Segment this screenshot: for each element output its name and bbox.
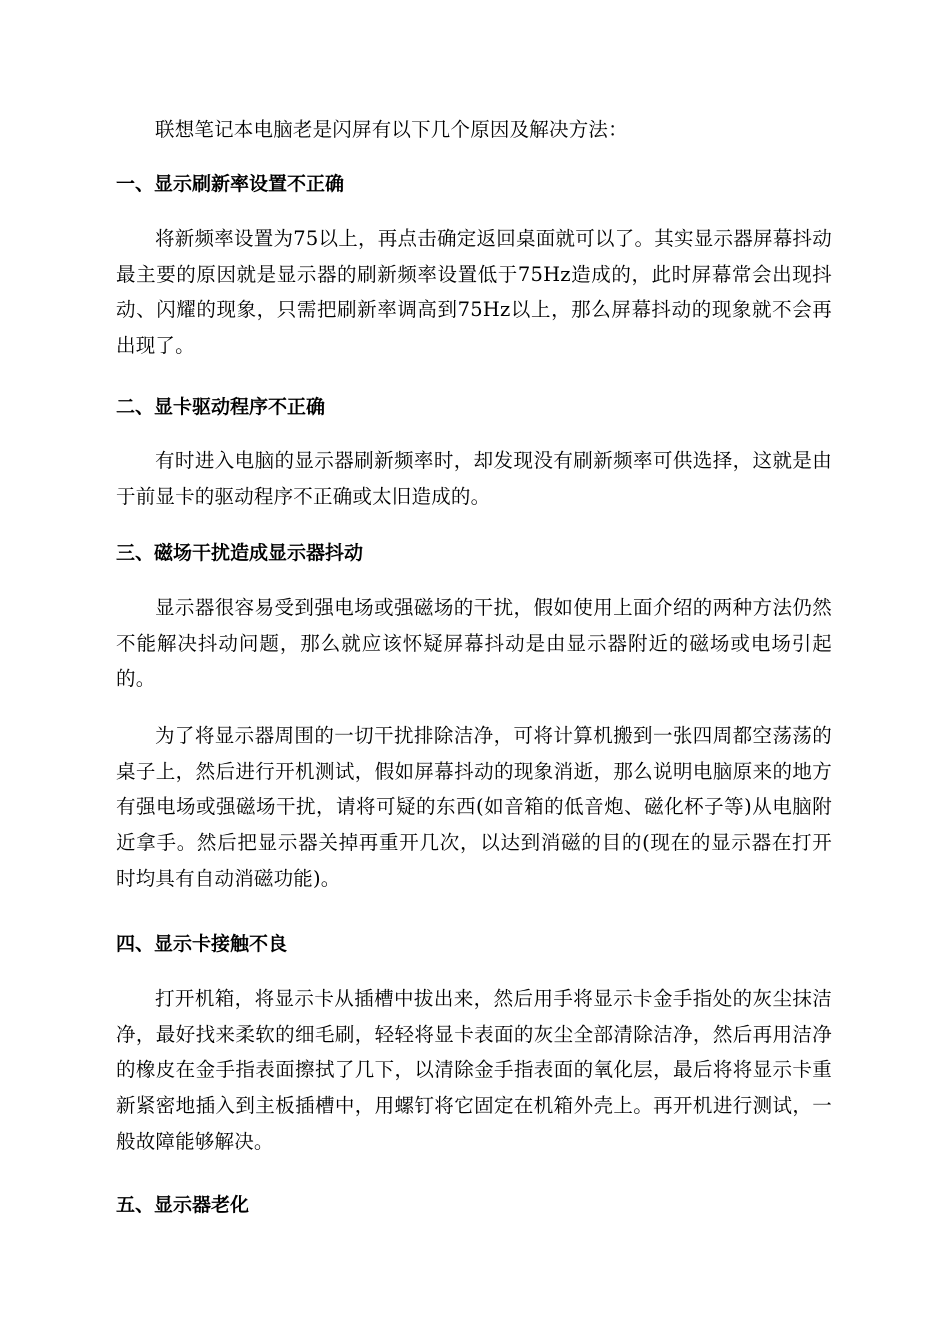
section-1-paragraph: 将新频率设置为75以上，再点击确定返回桌面就可以了。其实显示器屏幕抖动最主要的原因就是显示器的刷新频率设置低于75Hz造成的，此时屏幕常会出现抖动、闪耀的现象，只需把刷新率调高到75Hz以上，那么屏幕抖动的现象就不会再出现了。: [116, 227, 832, 358]
section-3-paragraph-2: 为了将显示器周围的一切干扰排除洁净，可将计算机搬到一张四周都空荡荡的桌子上，然后进行开机测试，假如屏幕抖动的现象消逝，那么说明电脑原来的地方有强电场或强磁场干扰，请将可疑的东西(如音箱的低音炮、磁化杯子等)从电脑附近拿手。然后把显示器关掉再重开几次，以达到消磁的目的(现在的显示器在打开时均具有自动消磁功能)。: [116, 724, 832, 890]
section-2-heading: 二、显卡驱动程序不正确: [116, 396, 326, 418]
section-2-paragraph: 有时进入电脑的显示器刷新频率时，却发现没有刷新频率可供选择，这就是由于前显卡的驱动程序不正确或太旧造成的。: [116, 449, 832, 508]
section-1-heading: 一、显示刷新率设置不正确: [116, 173, 345, 195]
section-4-paragraph: 打开机箱，将显示卡从插槽中拔出来，然后用手将显示卡金手指处的灰尘抹洁净，最好找来柔软的细毛刷，轻轻将显卡表面的灰尘全部清除洁净，然后再用洁净的橡皮在金手指表面擦拭了几下，以清除金手指表面的氧化层，最后将将显示卡重新紧密地插入到主板插槽中，用螺钉将它固定在机箱外壳上。再开机进行测试，一般故障能够解决。: [116, 987, 832, 1153]
section-4-heading: 四、显示卡接触不良: [116, 933, 288, 955]
section-3-heading: 三、磁场干扰造成显示器抖动: [116, 542, 364, 564]
section-5-heading: 五、显示器老化: [116, 1194, 250, 1216]
intro-paragraph: 联想笔记本电脑老是闪屏有以下几个原因及解决方法：: [155, 118, 628, 141]
section-3-paragraph-1: 显示器很容易受到强电场或强磁场的干扰，假如使用上面介绍的两种方法仍然不能解决抖动问题，那么就应该怀疑屏幕抖动是由显示器附近的磁场或电场引起的。: [116, 596, 832, 691]
